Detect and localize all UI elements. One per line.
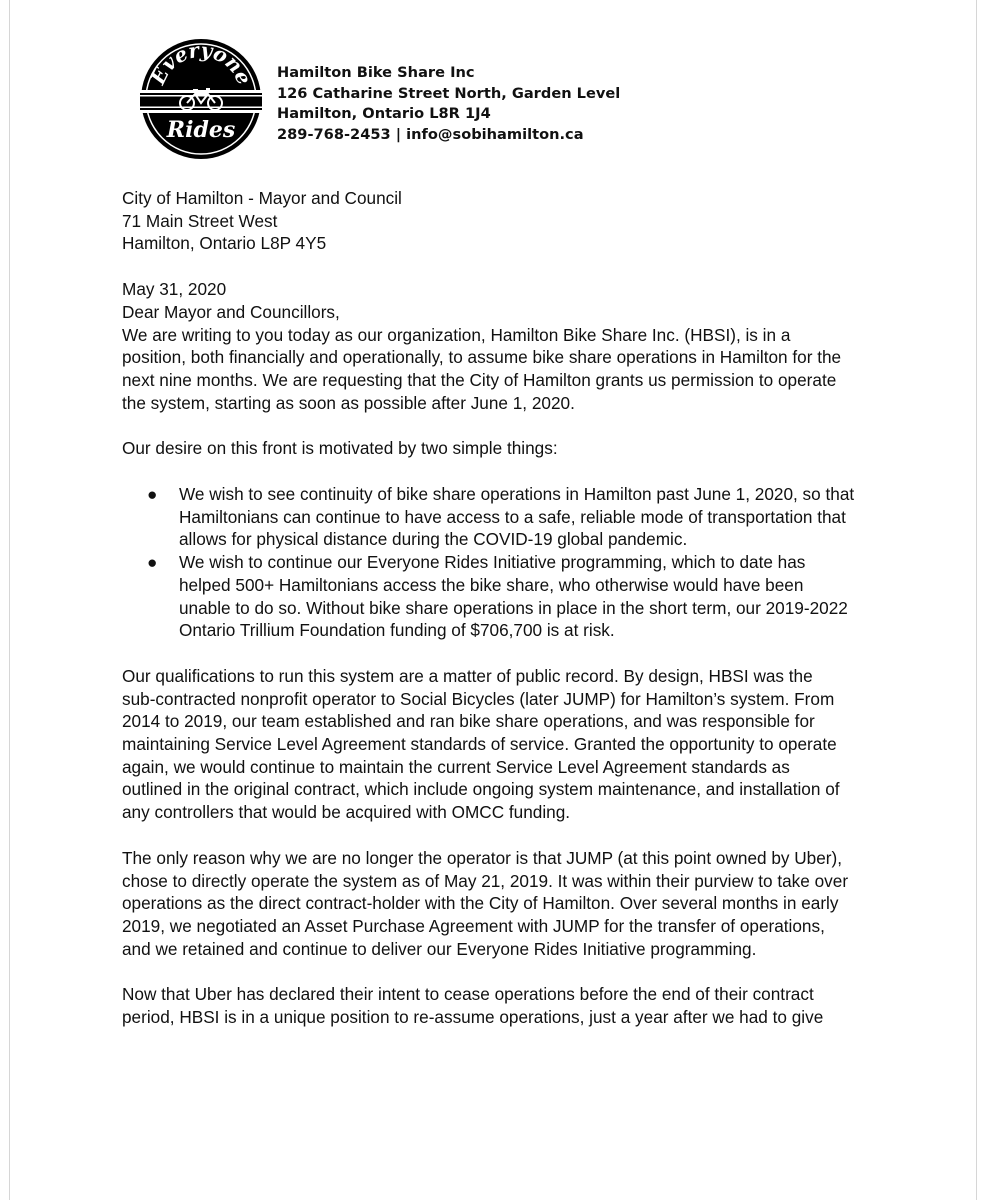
paragraph-line: chose to directly operate the system as of May 21, 2019. It was within their purview to take over bbox=[122, 870, 849, 891]
letter-page bbox=[9, 0, 977, 1200]
org-street: 126 Catharine Street North, Garden Level bbox=[277, 84, 621, 102]
paragraph-line: the system, starting as soon as possible after June 1, 2020. bbox=[122, 392, 575, 413]
recipient-address bbox=[122, 187, 882, 255]
paragraph-line: maintaining Service Level Agreement standards of service. Granted the opportunity to operate bbox=[122, 734, 837, 755]
logo-text-top: Everyone bbox=[145, 38, 257, 89]
paragraph-motivation bbox=[122, 437, 882, 460]
recipient-line: 71 Main Street West bbox=[122, 210, 278, 231]
paragraph-opportunity bbox=[122, 983, 882, 1028]
paragraph-line: next nine months. We are requesting that the City of Hamilton grants us permission to operate bbox=[122, 369, 837, 390]
everyone-rides-logo bbox=[140, 38, 262, 160]
list-item bbox=[122, 483, 882, 551]
org-name: Hamilton Bike Share Inc bbox=[277, 64, 475, 81]
paragraph-line: and we retained and continue to deliver our Everyone Rides Initiative programming. bbox=[122, 938, 757, 959]
sender-address-block bbox=[277, 63, 620, 145]
paragraph-line: Our qualifications to run this system are a matter of public record. By design, HBSI was the bbox=[122, 665, 813, 686]
list-item bbox=[122, 551, 882, 642]
bullet-icon: ● bbox=[147, 552, 158, 573]
paragraph-line: The only reason why we are no longer the operator is that JUMP (at this point owned by Uber), bbox=[122, 847, 843, 868]
paragraph-line: Our desire on this front is motivated by two simple things: bbox=[122, 438, 558, 459]
paragraph-line: again, we would continue to maintain the current Service Level Agreement standards as bbox=[122, 756, 790, 777]
letter-body bbox=[122, 187, 882, 1052]
list-item-line: Hamiltonians can continue to have access to a safe, reliable mode of transportation that bbox=[179, 506, 846, 527]
paragraph-history bbox=[122, 847, 882, 961]
org-contact: 289-768-2453 | info@sobihamilton.ca bbox=[277, 125, 584, 143]
list-item-line: unable to do so. Without bike share operations in place in the short term, our 2019-2022 bbox=[179, 597, 848, 618]
letter-date: May 31, 2020 bbox=[122, 279, 227, 300]
list-item-line: Ontario Trillium Foundation funding of $706,700 is at risk. bbox=[179, 620, 615, 641]
list-item-line: We wish to continue our Everyone Rides Initiative programming, which to date has bbox=[179, 552, 806, 573]
paragraph-line: Now that Uber has declared their intent to cease operations before the end of their contract bbox=[122, 984, 814, 1005]
paragraph-line: 2019, we negotiated an Asset Purchase Agreement with JUMP for the transfer of operations, bbox=[122, 915, 825, 936]
paragraph-line: We are writing to you today as our organization, Hamilton Bike Share Inc. (HBSI), is in a bbox=[122, 324, 791, 345]
paragraph-intro bbox=[122, 324, 882, 415]
list-item-line: helped 500+ Hamiltonians access the bike share, who otherwise would have been bbox=[179, 574, 804, 595]
recipient-line: City of Hamilton - Mayor and Council bbox=[122, 188, 402, 208]
logo-text-bottom: Rides bbox=[166, 117, 236, 143]
paragraph-qualifications bbox=[122, 665, 882, 824]
list-item-line: We wish to see continuity of bike share operations in Hamilton past June 1, 2020, so that bbox=[179, 484, 855, 505]
paragraph-line: position, both financially and operationally, to assume bike share operations in Hamilton for the bbox=[122, 347, 842, 368]
motivation-list bbox=[122, 483, 882, 642]
paragraph-line: 2014 to 2019, our team established and ran bike share operations, and was responsible for bbox=[122, 711, 815, 732]
bullet-icon: ● bbox=[147, 484, 158, 505]
salutation: Dear Mayor and Councillors, bbox=[122, 301, 340, 322]
paragraph-line: operations as the direct contract-holder with the City of Hamilton. Over several months in early bbox=[122, 893, 839, 914]
recipient-line: Hamilton, Ontario L8P 4Y5 bbox=[122, 233, 327, 254]
paragraph-line: period, HBSI is in a unique position to re-assume operations, just a year after we had to give bbox=[122, 1007, 824, 1028]
paragraph-line: outlined in the original contract, which include ongoing system maintenance, and installation of bbox=[122, 779, 840, 800]
org-city: Hamilton, Ontario L8R 1J4 bbox=[277, 105, 491, 122]
paragraph-line: sub-contracted nonprofit operator to Social Bicycles (later JUMP) for Hamilton’s system. From bbox=[122, 688, 835, 709]
list-item-line: allows for physical distance during the COVID-19 global pandemic. bbox=[179, 529, 688, 550]
paragraph-line: any controllers that would be acquired with OMCC funding. bbox=[122, 802, 571, 823]
